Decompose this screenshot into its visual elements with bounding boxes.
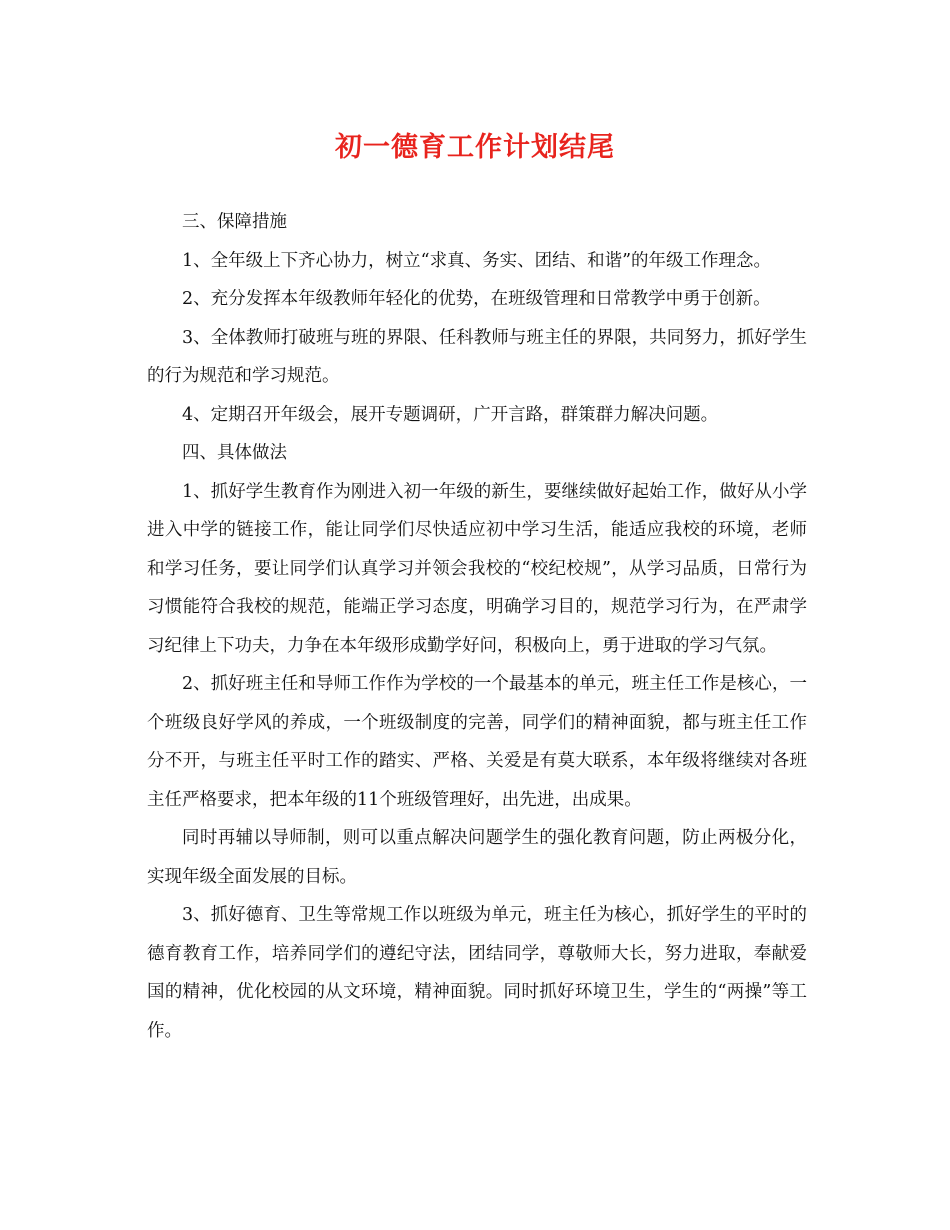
paragraph: 3、全体教师打破班与班的界限、任科教师与班主任的界限，共同努力，抓好学生的行为规范和学习规范。 — [147, 327, 807, 386]
document-body — [147, 203, 807, 1050]
paragraph: 同时再辅以导师制，则可以重点解决问题学生的强化教育问题，防止两极分化，实现年级全面发展的目标。 — [147, 828, 807, 887]
paragraph: 1、抓好学生教育作为刚进入初一年级的新生，要继续做好起始工作，做好从小学进入中学的链接工作，能让同学们尽快适应初中学习生活，能适应我校的环境，老师和学习任务，要让同学们认真学习并领会我校的“校纪校规”，从学习品质，日常行为习惯能符合我校的规范，能端正学习态度，明确学习目的，规范学习行为，在严肃学习纪律上下功夫，力争在本年级形成勤学好问，积极向上，勇于进取的学习气氛。 — [147, 481, 807, 656]
section-heading-safeguards: 三、保障措施 — [182, 212, 287, 232]
paragraph: 2、充分发挥本年级教师年轻化的优势，在班级管理和日常教学中勇于创新。 — [182, 289, 771, 309]
paragraph: 1、全年级上下齐心协力，树立“求真、务实、团结、和谐”的年级工作理念。 — [182, 250, 772, 271]
paragraph: 2、抓好班主任和导师工作作为学校的一个最基本的单元，班主任工作是核心，一个班级良好学风的养成，一个班级制度的完善，同学们的精神面貌，都与班主任工作分不开，与班主任平时工作的踏实、严格、关爱是有莫大联系，本年级将继续对各班主任严格要求，把本年级的11个班级管理好，出先进，出成果。 — [147, 674, 807, 810]
paragraph: 4、定期召开年级会，展开专题调研，广开言路，群策群力解决问题。 — [182, 404, 719, 425]
paragraph: 3、抓好德育、卫生等常规工作以班级为单元，班主任为核心，抓好学生的平时的德育教育工作，培养同学们的遵纪守法，团结同学，尊敬师大长，努力进取，奉献爱国的精神，优化校园的从文环境，精神面貌。同时抓好环境卫生，学生的“两操”等工作。 — [147, 905, 807, 1041]
document-title: 初一德育工作计划结尾 — [335, 132, 615, 163]
section-heading-methods: 四、具体做法 — [182, 443, 287, 463]
